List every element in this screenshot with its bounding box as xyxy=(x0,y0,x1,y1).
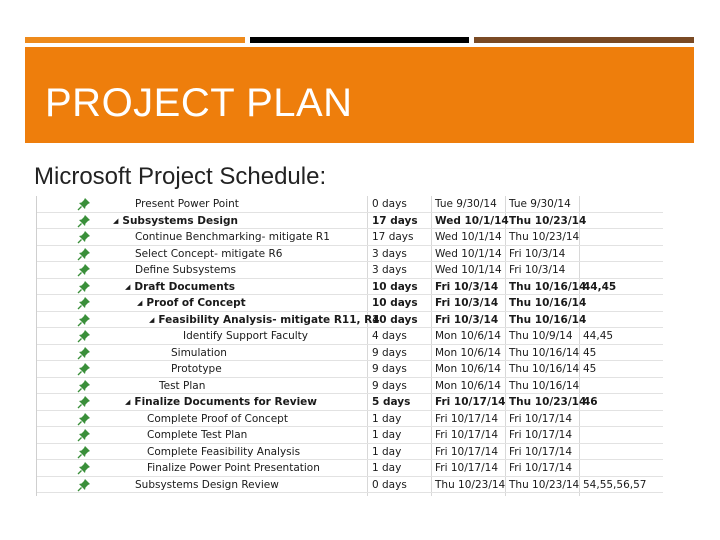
task-finish: Thu 10/16/14 xyxy=(509,379,580,392)
task-name-label: Draft Documents xyxy=(134,280,236,293)
pushpin-icon xyxy=(77,395,91,409)
accent-bar-orange xyxy=(25,37,245,43)
task-name xyxy=(149,313,380,327)
task-start: Wed 10/1/14 xyxy=(435,214,509,227)
table-row[interactable] xyxy=(37,411,663,428)
task-name xyxy=(183,329,308,343)
task-name xyxy=(135,197,239,211)
table-row[interactable] xyxy=(37,394,663,411)
task-duration: 0 days xyxy=(372,198,407,210)
task-name-label: Simulation xyxy=(171,346,227,359)
task-name-label: Identify Support Faculty xyxy=(183,330,309,342)
project-schedule-table xyxy=(36,196,663,496)
task-duration: 10 days xyxy=(372,297,418,309)
task-name-label: Continue Benchmarking- mitigate R1 xyxy=(135,231,330,243)
pushpin-icon xyxy=(77,329,91,343)
collapse-triangle-icon[interactable]: ◢ xyxy=(125,398,131,406)
task-name xyxy=(171,362,222,376)
task-finish: Thu 10/16/14 xyxy=(509,280,587,293)
table-row[interactable] xyxy=(37,477,663,494)
task-finish: Fri 10/17/14 xyxy=(509,462,573,474)
task-finish: Thu 10/16/14 xyxy=(509,297,587,309)
slide-title: PROJECT PLAN xyxy=(45,81,353,125)
pushpin-icon xyxy=(77,280,91,294)
task-start: Wed 10/1/14 xyxy=(435,247,502,260)
table-row[interactable] xyxy=(37,361,663,378)
task-name xyxy=(171,346,227,360)
task-duration: 1 day xyxy=(372,445,402,458)
task-start: Fri 10/3/14 xyxy=(435,280,499,293)
task-name-label: Complete Feasibility Analysis xyxy=(147,445,301,458)
task-duration: 5 days xyxy=(372,396,411,408)
pushpin-icon xyxy=(77,428,91,442)
task-duration: 17 days xyxy=(372,214,418,227)
pushpin-icon xyxy=(77,214,91,228)
pushpin-icon xyxy=(77,197,91,211)
table-row[interactable] xyxy=(37,295,663,312)
task-name xyxy=(147,445,300,459)
pushpin-icon xyxy=(77,263,91,277)
task-start: Wed 10/1/14 xyxy=(435,231,502,243)
task-duration: 17 days xyxy=(372,231,414,243)
task-duration: 9 days xyxy=(372,363,407,375)
task-name xyxy=(135,230,330,244)
collapse-triangle-icon[interactable]: ◢ xyxy=(137,299,143,307)
task-finish: Fri 10/17/14 xyxy=(509,412,573,425)
task-start: Tue 9/30/14 xyxy=(435,198,497,210)
table-row[interactable] xyxy=(37,279,663,296)
task-name-label: Test Plan xyxy=(159,379,206,392)
task-duration: 1 day xyxy=(372,462,402,474)
task-name xyxy=(125,395,317,409)
task-start: Fri 10/17/14 xyxy=(435,396,506,408)
collapse-triangle-icon[interactable]: ◢ xyxy=(113,216,119,225)
table-row[interactable] xyxy=(37,444,663,461)
task-name xyxy=(125,280,235,294)
task-duration: 10 days xyxy=(372,313,418,326)
pushpin-icon xyxy=(77,379,91,393)
table-row[interactable] xyxy=(37,246,663,263)
task-finish: Thu 10/16/14 xyxy=(509,346,580,359)
task-finish: Fri 10/17/14 xyxy=(509,445,573,458)
task-name xyxy=(147,428,247,442)
pushpin-icon xyxy=(77,313,91,327)
task-start: Mon 10/6/14 xyxy=(435,330,501,342)
task-finish: Thu 10/16/14 xyxy=(509,313,587,326)
collapse-triangle-icon[interactable]: ◢ xyxy=(125,282,131,291)
task-duration: 4 days xyxy=(372,330,407,342)
pushpin-icon xyxy=(77,412,91,426)
table-row[interactable] xyxy=(37,312,663,329)
task-name-label: Proof of Concept xyxy=(146,297,246,309)
task-finish: Tue 9/30/14 xyxy=(509,198,571,210)
task-start: Mon 10/6/14 xyxy=(435,363,501,375)
task-finish: Thu 10/9/14 xyxy=(509,330,573,342)
task-duration: 1 day xyxy=(372,429,402,441)
task-predecessors: 45 xyxy=(583,363,597,375)
task-duration: 9 days xyxy=(372,346,407,359)
slide-subtitle: Microsoft Project Schedule: xyxy=(34,163,327,190)
task-name xyxy=(135,247,282,261)
task-name xyxy=(147,412,288,426)
task-predecessors: 44,45 xyxy=(583,330,614,342)
table-row[interactable] xyxy=(37,328,663,345)
table-row[interactable] xyxy=(37,196,663,213)
task-start: Fri 10/17/14 xyxy=(435,445,499,458)
task-duration: 1 day xyxy=(372,412,402,425)
pushpin-icon xyxy=(77,461,91,475)
task-start: Fri 10/3/14 xyxy=(435,313,499,326)
task-predecessors: 45 xyxy=(583,346,597,359)
task-duration: 3 days xyxy=(372,264,407,276)
task-start: Wed 10/1/14 xyxy=(435,264,502,276)
task-finish: Fri 10/17/14 xyxy=(509,429,573,441)
table-row[interactable] xyxy=(37,345,663,362)
task-start: Fri 10/3/14 xyxy=(435,297,499,309)
task-name-label: Feasibility Analysis- mitigate R11, R4 xyxy=(158,313,380,326)
title-banner xyxy=(25,47,694,143)
accent-bar-brown xyxy=(474,37,694,43)
task-predecessors: 44,45 xyxy=(583,280,617,293)
task-name xyxy=(135,478,279,492)
table-row[interactable] xyxy=(37,262,663,279)
task-start: Mon 10/6/14 xyxy=(435,379,501,392)
task-name-label: Select Concept- mitigate R6 xyxy=(135,247,283,260)
task-finish: Thu 10/16/14 xyxy=(509,363,580,375)
task-start: Fri 10/17/14 xyxy=(435,412,499,425)
task-predecessors: 46 xyxy=(583,396,598,408)
task-start: Fri 10/17/14 xyxy=(435,462,499,474)
task-name xyxy=(159,379,205,393)
table-row[interactable] xyxy=(37,213,663,230)
row-divider xyxy=(37,492,663,493)
task-finish: Thu 10/23/14 xyxy=(509,478,580,491)
task-finish: Thu 10/23/14 xyxy=(509,214,587,227)
task-start: Mon 10/6/14 xyxy=(435,346,501,359)
task-duration: 10 days xyxy=(372,280,418,293)
task-duration: 0 days xyxy=(372,478,407,491)
task-finish: Thu 10/23/14 xyxy=(509,396,587,408)
table-row[interactable] xyxy=(37,378,663,395)
task-name-label: Complete Test Plan xyxy=(147,429,248,441)
task-name-label: Prototype xyxy=(171,363,222,375)
pushpin-icon xyxy=(77,478,91,492)
pushpin-icon xyxy=(77,296,91,310)
task-name xyxy=(135,263,236,277)
table-row[interactable] xyxy=(37,229,663,246)
task-name xyxy=(147,461,320,475)
pushpin-icon xyxy=(77,247,91,261)
task-name-label: Complete Proof of Concept xyxy=(147,412,288,425)
task-duration: 3 days xyxy=(372,247,407,260)
task-finish: Thu 10/23/14 xyxy=(509,231,580,243)
task-start: Fri 10/17/14 xyxy=(435,429,499,441)
table-row[interactable] xyxy=(37,427,663,444)
task-name xyxy=(113,214,238,228)
pushpin-icon xyxy=(77,346,91,360)
pushpin-icon xyxy=(77,230,91,244)
task-duration: 9 days xyxy=(372,379,407,392)
task-name-label: Subsystems Design xyxy=(122,214,238,227)
task-name-label: Present Power Point xyxy=(135,198,239,210)
task-name-label: Subsystems Design Review xyxy=(135,478,279,491)
pushpin-icon xyxy=(77,445,91,459)
task-name-label: Finalize Documents for Review xyxy=(134,396,317,408)
table-row[interactable] xyxy=(37,460,663,477)
task-start: Thu 10/23/14 xyxy=(435,478,506,491)
task-finish: Fri 10/3/14 xyxy=(509,264,566,276)
task-finish: Fri 10/3/14 xyxy=(509,247,566,260)
accent-bar-black xyxy=(250,37,469,43)
collapse-triangle-icon[interactable]: ◢ xyxy=(149,315,155,324)
task-name xyxy=(137,296,246,310)
task-name-label: Finalize Power Point Presentation xyxy=(147,462,320,474)
task-predecessors: 54,55,56,57 xyxy=(583,478,647,491)
pushpin-icon xyxy=(77,362,91,376)
task-name-label: Define Subsystems xyxy=(135,264,237,276)
